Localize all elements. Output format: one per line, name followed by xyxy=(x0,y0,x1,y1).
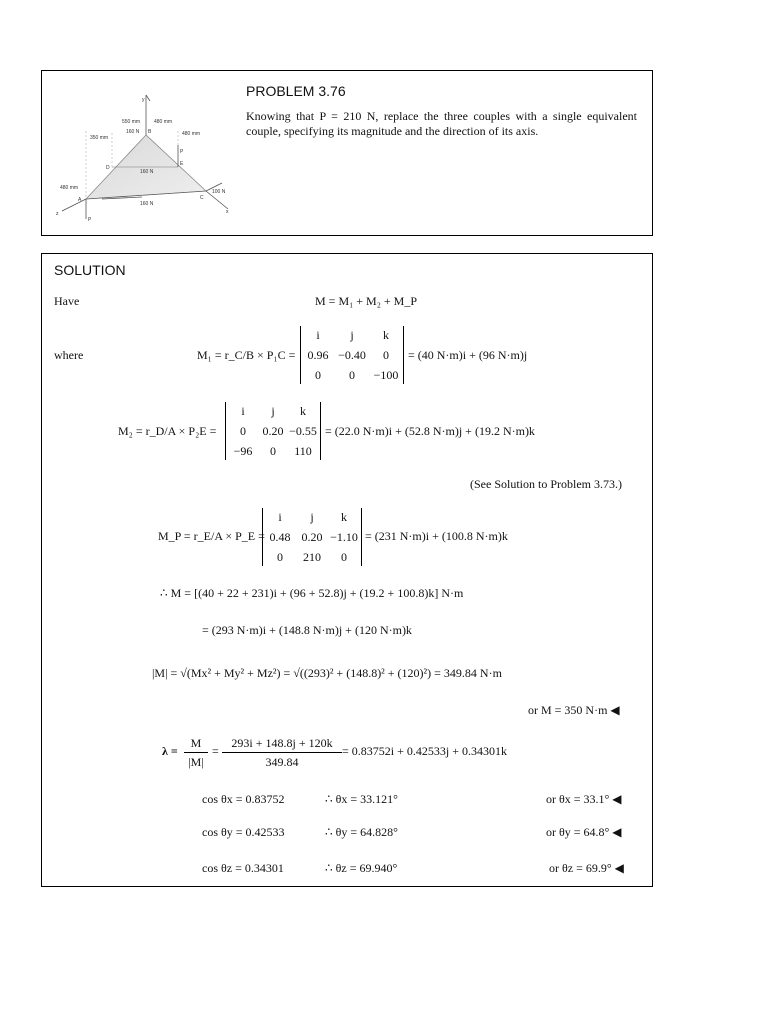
det-cell: i xyxy=(241,404,245,418)
fig-label-z: z xyxy=(56,211,59,217)
det-cell: −96 xyxy=(233,444,253,458)
mp-lhs: M_P = r_E/A × P_E = xyxy=(158,529,265,543)
m1-lhs: M₁ = r_C/B × P₁C = xyxy=(197,348,296,362)
det-cell: j xyxy=(271,404,275,418)
fig-label-P-top: P xyxy=(180,149,184,155)
fig-label-A: A xyxy=(78,197,82,203)
magnitude-equation: |M| = √(Mx² + My² + Mz²) = √((293)² + (148.8)² + (120)²) = 349.84 N·m xyxy=(152,666,502,680)
lambda-frac2-num: 293i + 148.8j + 120k xyxy=(231,736,333,750)
det-cell: i xyxy=(278,510,282,524)
det-cell: 0.20 xyxy=(262,424,284,438)
theta-y-answer: or θy = 64.8° ◀ xyxy=(546,825,622,839)
fig-label-x: x xyxy=(226,209,229,215)
det-cell: 0 xyxy=(341,550,347,564)
problem-title: PROBLEM 3.76 xyxy=(246,83,346,99)
lambda-frac1-num: M xyxy=(190,736,202,750)
fig-label-E: E xyxy=(180,161,184,167)
solution-title: SOLUTION xyxy=(54,262,126,278)
fig-label-550: 550 mm xyxy=(122,119,141,125)
fig-label-160-a: 160 N xyxy=(126,129,140,135)
det-cell: k xyxy=(383,328,389,342)
cos-theta-x: cos θx = 0.83752 xyxy=(202,792,285,806)
det-cell: 210 xyxy=(303,550,321,564)
m2-determinant xyxy=(225,402,321,460)
det-cell: 0.96 xyxy=(307,348,329,362)
fig-label-D: D xyxy=(106,165,110,171)
det-cell: 110 xyxy=(294,444,312,458)
det-cell: 0 xyxy=(270,444,276,458)
fig-label-480-right: 480 mm xyxy=(182,131,201,137)
cos-theta-y: cos θy = 0.42533 xyxy=(202,825,285,839)
det-cell: 0 xyxy=(240,424,246,438)
fig-label-100: 100 N xyxy=(212,189,226,195)
det-cell: k xyxy=(300,404,306,418)
theta-x-answer: or θx = 33.1° ◀ xyxy=(546,792,622,806)
fig-label-B: B xyxy=(148,129,152,135)
det-cell: j xyxy=(350,328,354,342)
magnitude-answer: or M = 350 N·m ◀ xyxy=(528,703,620,717)
where-label: where xyxy=(54,348,84,362)
problem-text: Knowing that P = 210 N, replace the three couples with a single equivalent couple, specifying its magnitude and the direction of its axis. xyxy=(246,109,637,138)
theta-z: ∴ θz = 69.940° xyxy=(325,861,398,875)
det-cell: i xyxy=(316,328,320,342)
solution-box xyxy=(41,253,653,887)
lambda-frac2-line xyxy=(222,752,342,753)
sum-equation: ∴ M = [(40 + 22 + 231)i + (96 + 52.8)j + (19.2 + 100.8)k] N·m xyxy=(160,586,464,600)
det-cell: −1.10 xyxy=(330,530,358,544)
det-cell: 0 xyxy=(349,368,355,382)
det-cell: 0 xyxy=(315,368,321,382)
lambda-equals: = xyxy=(212,744,219,758)
see-note: (See Solution to Problem 3.73.) xyxy=(470,477,622,491)
fig-label-350: 350 mm xyxy=(90,135,109,141)
theta-y: ∴ θy = 64.828° xyxy=(325,825,398,839)
det-cell: 0.20 xyxy=(301,530,323,544)
fig-label-480-left: 480 mm xyxy=(60,185,79,191)
theta-z-answer: or θz = 69.9° ◀ xyxy=(549,861,624,875)
fig-label-P-bottom: P xyxy=(88,217,92,223)
det-cell: −0.55 xyxy=(289,424,317,438)
m1-determinant xyxy=(300,326,404,384)
det-cell: j xyxy=(310,510,314,524)
fig-label-160-c: 160 N xyxy=(140,201,154,207)
det-cell: k xyxy=(341,510,347,524)
cos-theta-z: cos θz = 0.34301 xyxy=(202,861,284,875)
lambda-rhs: = 0.83752i + 0.42533j + 0.34301k xyxy=(342,744,507,758)
lambda-frac2-den: 349.84 xyxy=(265,755,299,769)
have-equation: M = M₁ + M₂ + M_P xyxy=(315,294,418,308)
fig-label-y: y xyxy=(142,97,145,103)
det-cell: −100 xyxy=(373,368,399,382)
sum-result: = (293 N·m)i + (148.8 N·m)j + (120 N·m)k xyxy=(202,623,412,637)
theta-x: ∴ θx = 33.121° xyxy=(325,792,398,806)
m1-rhs: = (40 N·m)i + (96 N·m)j xyxy=(408,348,528,362)
lambda-frac1-den: |M| xyxy=(188,755,204,769)
lambda-frac1-line xyxy=(184,752,208,753)
fig-label-480-top: 480 mm xyxy=(154,119,173,125)
problem-figure xyxy=(42,71,242,235)
det-cell: 0 xyxy=(277,550,283,564)
fig-label-C: C xyxy=(200,195,204,201)
lambda-lhs: λ = xyxy=(162,744,178,758)
mp-determinant xyxy=(262,508,362,566)
det-cell: −0.40 xyxy=(338,348,366,362)
have-label: Have xyxy=(54,294,80,308)
m2-lhs: M₂ = r_D/A × P₂E = xyxy=(118,424,217,438)
det-cell: 0 xyxy=(383,348,389,362)
problem-box xyxy=(41,70,653,236)
det-cell: 0.48 xyxy=(269,530,291,544)
mp-rhs: = (231 N·m)i + (100.8 N·m)k xyxy=(365,529,508,543)
m2-rhs: = (22.0 N·m)i + (52.8 N·m)j + (19.2 N·m)k xyxy=(325,424,535,438)
fig-label-160-b: 160 N xyxy=(140,169,154,175)
